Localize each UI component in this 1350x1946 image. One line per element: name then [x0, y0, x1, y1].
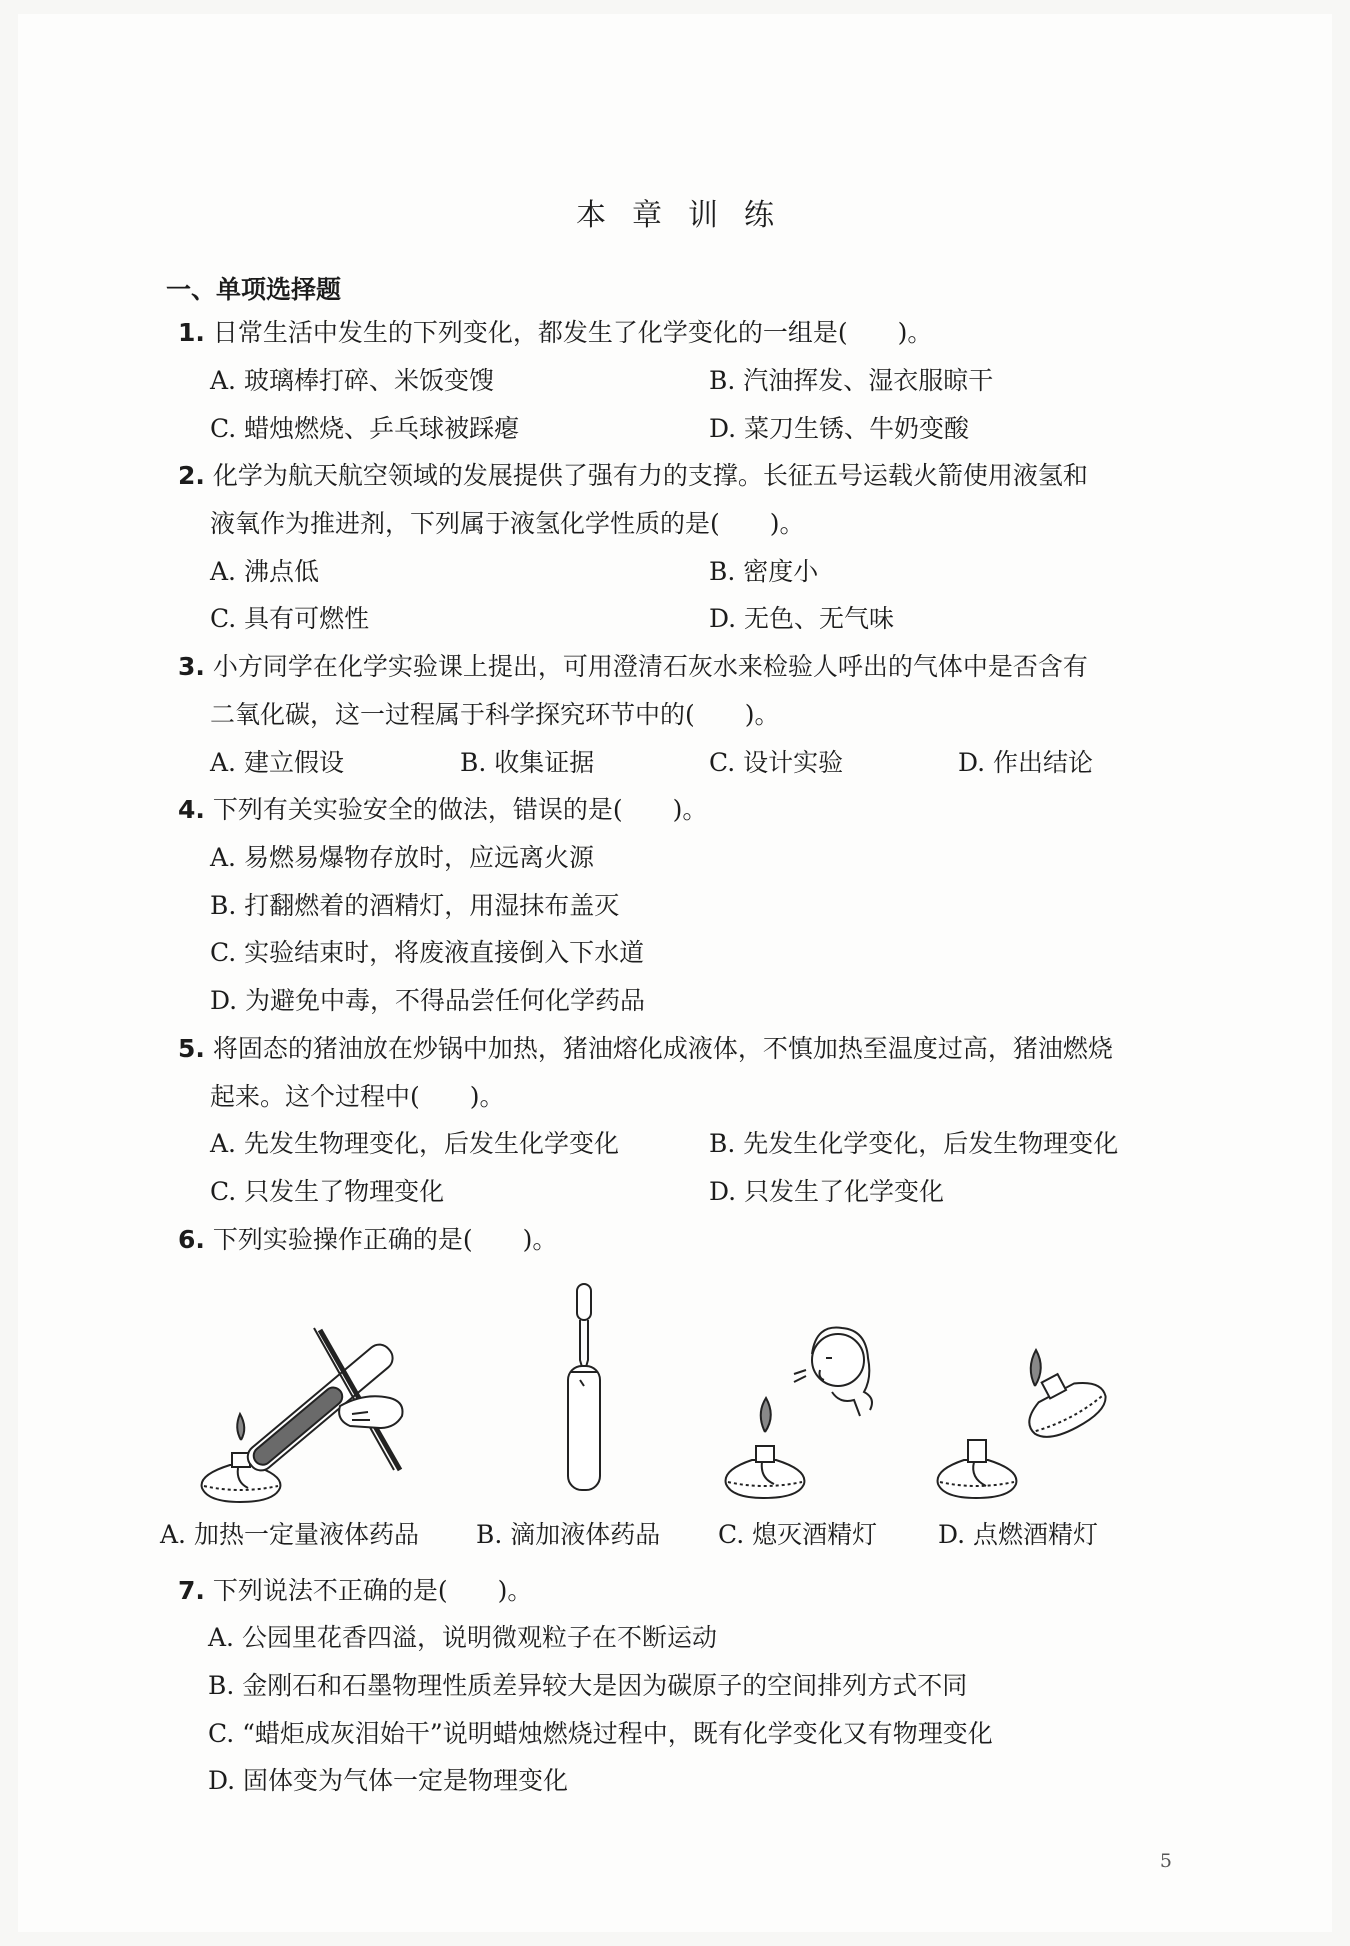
- question-3-option-c: C. 设计实验: [709, 748, 844, 777]
- question-2-option-a: A. 沸点低: [210, 557, 319, 586]
- question-2-stem-line2: 液氧作为推进剂，下列属于液氢化学性质的是( )。: [210, 509, 805, 538]
- question-4-option-c: C. 实验结束时，将废液直接倒入下水道: [210, 938, 645, 967]
- question-number: 3.: [178, 652, 205, 681]
- question-7-option-a: A. 公园里花香四溢，说明微观粒子在不断运动: [208, 1623, 717, 1652]
- question-4-option-d: D. 为避免中毒，不得品尝任何化学药品: [210, 986, 646, 1015]
- question-2-option-c: C. 具有可燃性: [210, 604, 370, 633]
- question-5-option-c: C. 只发生了物理变化: [210, 1177, 445, 1206]
- question-2-option-d: D. 无色、无气味: [709, 604, 895, 633]
- question-text: 下列说法不正确的是( )。: [212, 1576, 533, 1605]
- question-2-option-b: B. 密度小: [709, 557, 819, 586]
- question-5-option-a: A. 先发生物理变化，后发生化学变化: [210, 1129, 619, 1158]
- question-text: 小方同学在化学实验课上提出，可用澄清石灰水来检验人呼出的气体中是否含有: [212, 652, 1088, 681]
- section-heading: 一、单项选择题: [166, 275, 342, 304]
- figure-heating-liquid: [190, 1310, 420, 1510]
- figure-dropping-liquid: [540, 1282, 630, 1502]
- question-number: 2.: [178, 461, 205, 490]
- question-3-stem-line2: 二氧化碳，这一过程属于科学探究环节中的( )。: [210, 700, 780, 729]
- question-3-option-d: D. 作出结论: [958, 748, 1094, 777]
- question-5-option-d: D. 只发生了化学变化: [709, 1177, 945, 1206]
- question-7-stem: [178, 1576, 532, 1606]
- question-1-option-d: D. 菜刀生锈、牛奶变酸: [709, 414, 970, 443]
- question-3-option-b: B. 收集证据: [460, 748, 595, 777]
- question-6-option-a: A. 加热一定量液体药品: [160, 1520, 419, 1549]
- question-5-stem: [178, 1034, 1113, 1064]
- question-1-stem: [178, 318, 932, 348]
- question-number: 4.: [178, 795, 205, 824]
- question-5-option-b: B. 先发生化学变化，后发生物理变化: [709, 1129, 1119, 1158]
- question-text: 日常生活中发生的下列变化，都发生了化学变化的一组是( )。: [212, 318, 933, 347]
- question-2-stem: [178, 461, 1088, 491]
- question-4-option-b: B. 打翻燃着的酒精灯，用湿抹布盖灭: [210, 891, 620, 920]
- question-5-stem-line2: 起来。这个过程中( )。: [210, 1082, 505, 1111]
- question-text: 化学为航天航空领域的发展提供了强有力的支撑。长征五号运载火箭使用液氢和: [212, 461, 1088, 490]
- question-4-stem: [178, 795, 707, 825]
- question-7-option-c: C. “蜡炬成灰泪始干”说明蜡烛燃烧过程中，既有化学变化又有物理变化: [208, 1719, 993, 1748]
- page-title: 本章训练: [576, 198, 800, 233]
- question-7-option-d: D. 固体变为气体一定是物理变化: [208, 1766, 569, 1795]
- question-1-option-a: A. 玻璃棒打碎、米饭变馊: [210, 366, 494, 395]
- question-6-option-d: D. 点燃酒精灯: [938, 1520, 1099, 1549]
- question-6-option-c: C. 熄灭酒精灯: [718, 1520, 878, 1549]
- page-number: 5: [1159, 1850, 1172, 1872]
- figure-light-lamp: [930, 1340, 1120, 1510]
- question-1-option-b: B. 汽油挥发、湿衣服晾干: [709, 366, 994, 395]
- figure-extinguish-lamp: [720, 1300, 890, 1510]
- question-3-option-a: A. 建立假设: [210, 748, 344, 777]
- question-text: 下列实验操作正确的是( )。: [212, 1225, 558, 1254]
- question-number: 6.: [178, 1225, 205, 1254]
- question-6-option-b: B. 滴加液体药品: [476, 1520, 661, 1549]
- question-1-option-c: C. 蜡烛燃烧、乒乓球被踩瘪: [210, 414, 520, 443]
- question-6-stem: [178, 1225, 557, 1255]
- question-number: 7.: [178, 1576, 205, 1605]
- question-number: 1.: [178, 318, 205, 347]
- question-number: 5.: [178, 1034, 205, 1063]
- question-3-stem: [178, 652, 1088, 682]
- question-text: 将固态的猪油放在炒锅中加热，猪油熔化成液体，不慎加热至温度过高，猪油燃烧: [212, 1034, 1113, 1063]
- question-text: 下列有关实验安全的做法，错误的是( )。: [212, 795, 708, 824]
- question-4-option-a: A. 易燃易爆物存放时，应远离火源: [210, 843, 594, 872]
- question-7-option-b: B. 金刚石和石墨物理性质差异较大是因为碳原子的空间排列方式不同: [208, 1671, 968, 1700]
